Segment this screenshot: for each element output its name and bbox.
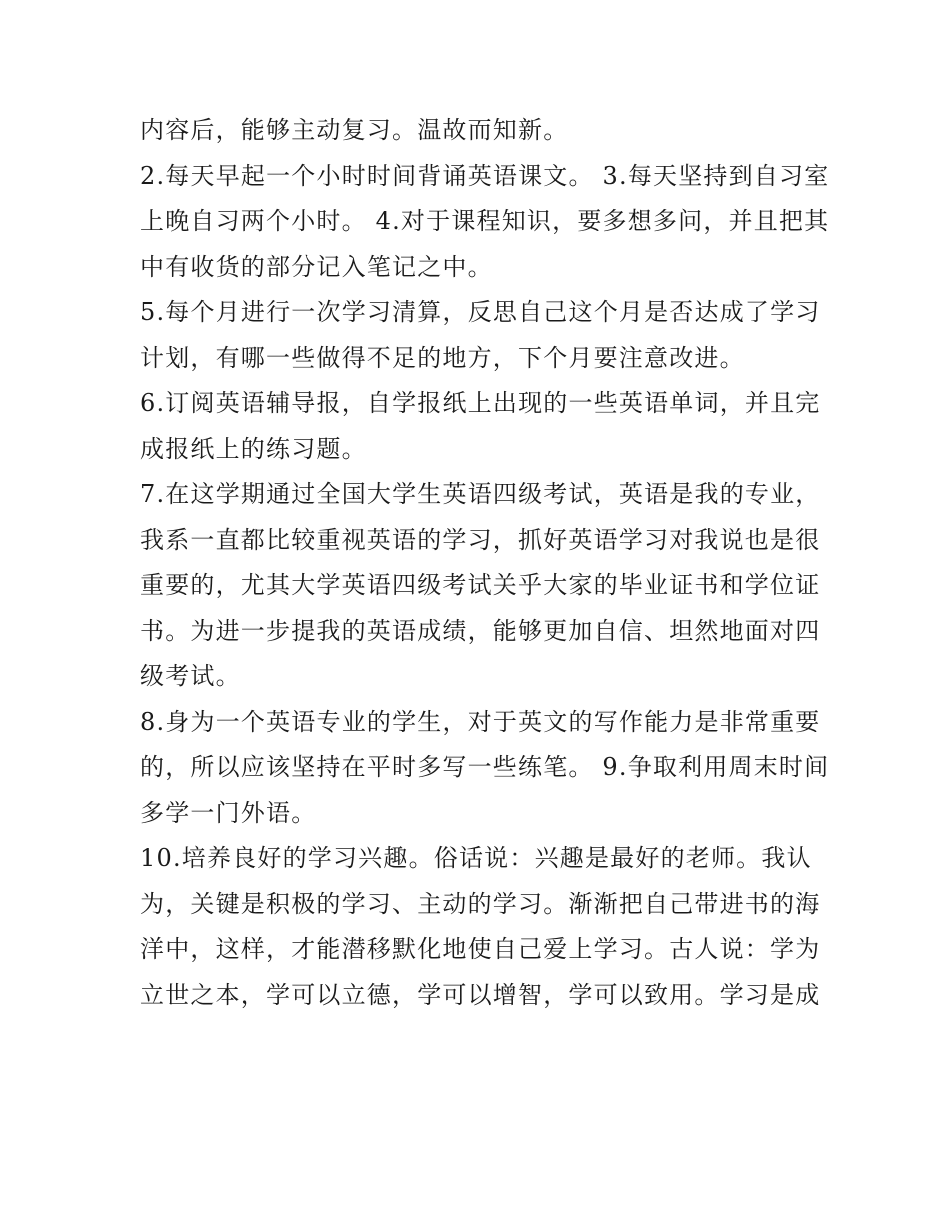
text-line: 的，所以应该坚持在平时多写一些练笔。 9.争取利用周末时间	[140, 753, 830, 781]
text-line: 7.在这学期通过全国大学生英语四级考试，英语是我的专业，	[140, 480, 821, 508]
text-line: 上晚自习两个小时。 4.对于课程知识，要多想多问，并且把其	[140, 207, 830, 235]
text-line: 10.培养良好的学习兴趣。俗话说：兴趣是最好的老师。我认	[140, 844, 812, 872]
text-line: 重要的，尤其大学英语四级考试关乎大家的毕业证书和学位证	[140, 571, 821, 599]
text-line: 书。为进一步提我的英语成绩，能够更加自信、坦然地面对四	[140, 616, 821, 645]
text-line: 我系一直都比较重视英语的学习，抓好英语学习对我说也是很	[140, 525, 821, 554]
text-line: 多学一门外语。	[140, 798, 317, 827]
text-line: 计划，有哪一些做得不足的地方，下个月要注意改进。	[140, 343, 745, 372]
document-body	[140, 108, 830, 1018]
text-line: 成报纸上的练习题。	[140, 434, 367, 463]
text-line: 为，关键是积极的学习、主动的学习。渐渐把自己带进书的海	[140, 889, 821, 918]
text-line: 2.每天早起一个小时时间背诵英语课文。 3.每天坚持到自习室	[140, 161, 830, 190]
text-line: 5.每个月进行一次学习清算，反思自己这个月是否达成了学习	[140, 298, 821, 326]
text-line: 立世之本，学可以立德，学可以增智，学可以致用。学习是成	[140, 980, 821, 1009]
text-line: 级考试。	[140, 662, 241, 690]
text-line: 6.订阅英语辅导报，自学报纸上出现的一些英语单词，并且完	[140, 389, 821, 417]
text-line: 洋中，这样，才能潜移默化地使自己爱上学习。古人说：学为	[140, 935, 821, 963]
text-line: 内容后，能够主动复习。温故而知新。	[140, 116, 569, 144]
text-line: 8.身为一个英语专业的学生，对于英文的写作能力是非常重要	[140, 707, 821, 736]
text-line: 中有收货的部分记入笔记之中。	[140, 252, 493, 281]
